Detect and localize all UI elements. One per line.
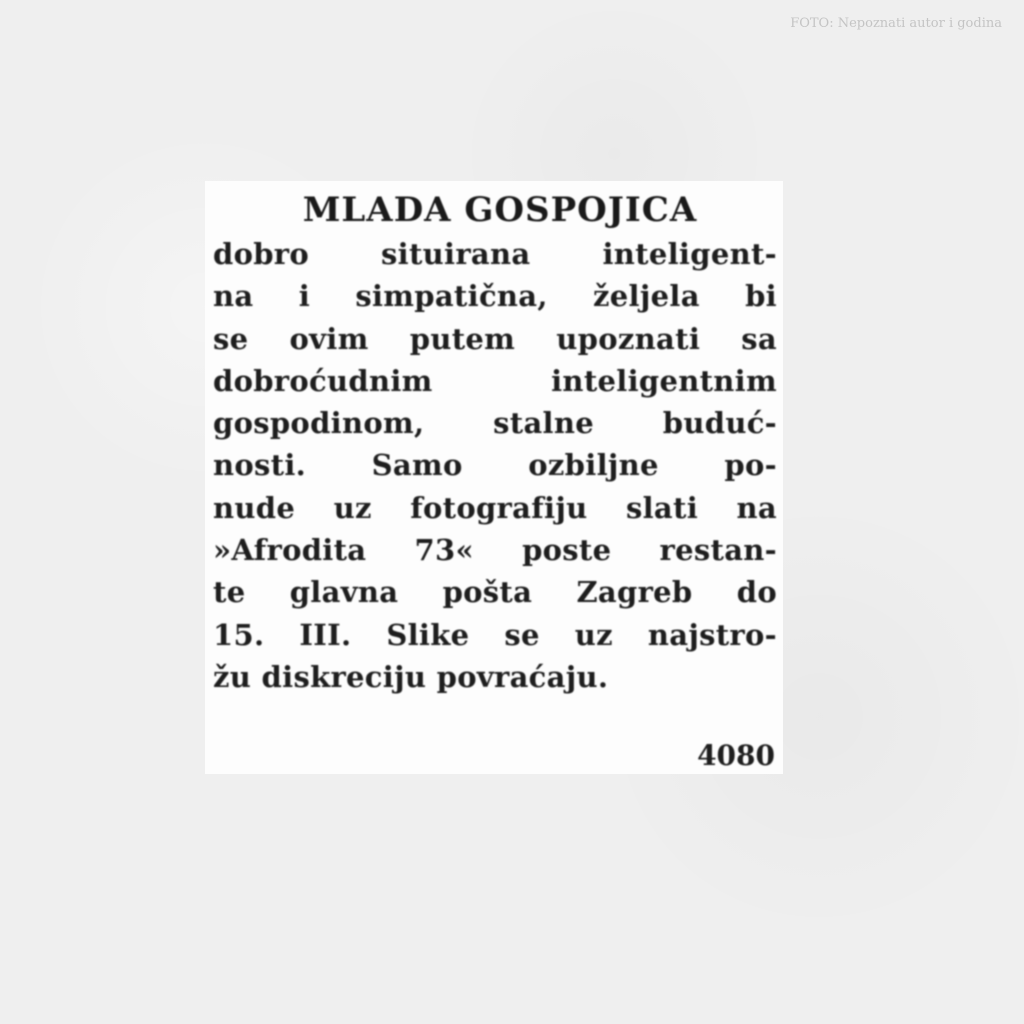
ad-body [213, 233, 777, 698]
ad-reference-number: 4080 [697, 739, 775, 772]
ad-headline: MLADA GOSPOJICA [302, 190, 698, 230]
ad-line: dobroćudnim inteligentnim [213, 363, 777, 398]
ad-line: na i simpatična, željela bi [213, 279, 777, 314]
ad-line: »Afrodita 73« poste restan- [213, 533, 777, 568]
ad-line: se ovim putem upoznati sa [213, 321, 777, 356]
ad-line: gospodinom, stalne buduć- [213, 406, 777, 441]
ad-line: nude uz fotografiju slati na [213, 490, 777, 525]
photo-credit: FOTO: Nepoznati autor i godina [790, 16, 1002, 31]
ad-line: te glavna pošta Zagreb do [213, 575, 777, 610]
ad-line: 15. III. Slike se uz najstro- [213, 617, 777, 652]
ad-line: dobro situirana inteligent- [213, 237, 777, 271]
ad-line: žu diskreciju povraćaju. [213, 659, 609, 694]
ad-line: nosti. Samo ozbiljne po- [213, 448, 777, 483]
newspaper-clipping [205, 181, 783, 774]
